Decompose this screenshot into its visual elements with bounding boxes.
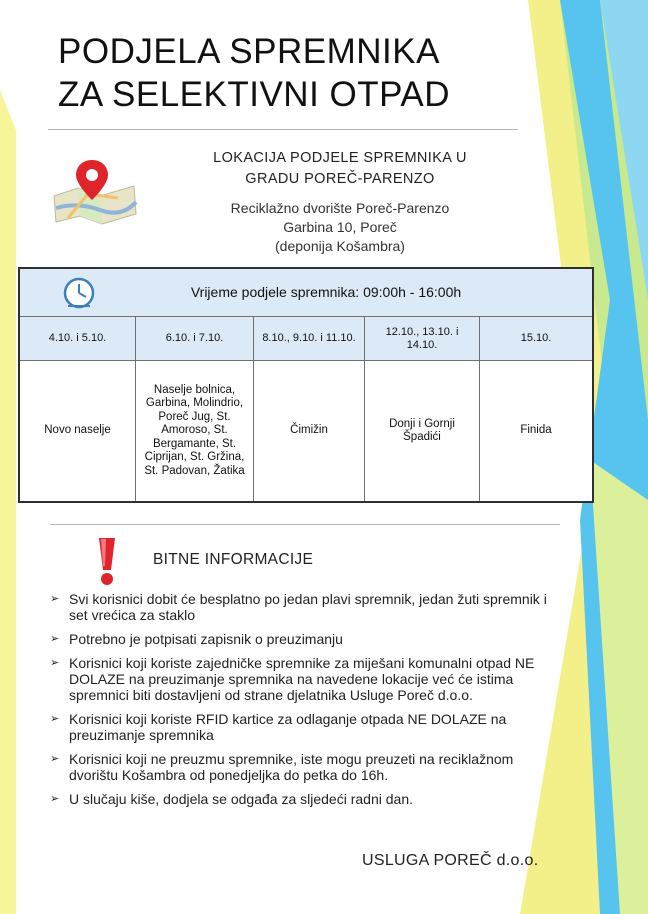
bullet-arrow-icon: ➢	[50, 753, 60, 765]
date-cell: 8.10., 9.10. i 11.10.	[254, 317, 365, 360]
divider-top	[48, 129, 518, 130]
address-line-1: Reciklažno dvorište Poreč-Parenzo	[230, 200, 450, 216]
list-item	[50, 711, 550, 743]
title-line-2: ZA SELEKTIVNI OTPAD	[58, 75, 451, 114]
place-cell: Donji i Gornji Špadići	[365, 361, 480, 501]
place-cell: Finida	[520, 424, 552, 437]
schedule-time-title: Vrijeme podjele spremnika: 09:00h - 16:00h	[190, 284, 462, 300]
bullet-arrow-icon: ➢	[50, 633, 60, 645]
place-cell: Naselje bolnica, Garbina, Molindrio, Poreč Jug, St. Amoroso, St. Bergamante, St. Ciprijan, St. Gržina, St. Padovan, Žatika	[136, 361, 254, 501]
schedule-dates-row	[20, 317, 592, 361]
list-item	[50, 791, 550, 807]
location-heading-line-2: GRADU POREČ-PARENZO	[245, 171, 435, 187]
list-item-text: Svi korisnici dobit će besplatno po jedan plavi spremnik, jedan žuti spremnik i set vrećica za staklo	[69, 591, 547, 623]
page-title	[58, 30, 528, 116]
place-cell: Čimižin	[254, 361, 365, 501]
schedule-header	[20, 269, 592, 317]
left-yellow-stripe	[0, 90, 16, 914]
title-line-1: PODJELA SPREMNIKA	[58, 32, 440, 71]
schedule-places-row	[20, 361, 592, 501]
location-address	[165, 199, 515, 256]
date-cell: 12.10., 13.10. i 14.10.	[365, 317, 480, 360]
list-item	[50, 751, 550, 783]
list-item	[50, 591, 550, 623]
list-item	[50, 631, 550, 647]
bullet-arrow-icon: ➢	[50, 657, 60, 669]
important-list	[50, 591, 550, 815]
list-item	[50, 655, 550, 703]
map-pin-icon	[48, 158, 140, 226]
location-heading	[165, 148, 515, 190]
schedule-table	[18, 267, 594, 503]
divider-middle	[50, 524, 560, 525]
date-cell: 4.10. i 5.10.	[20, 317, 136, 360]
place-cell: Novo naselje	[20, 361, 136, 501]
location-heading-line-1: LOKACIJA PODJELE SPREMNIKA U	[213, 150, 467, 166]
list-item-text: Korisnici koji koriste RFID kartice za odlaganje otpada NE DOLAZE na preuzimanje spremnika	[69, 711, 507, 743]
address-line-3: (deponija Košambra)	[275, 238, 405, 254]
list-item-text: Potrebno je potpisati zapisnik o preuzimanju	[69, 631, 343, 647]
date-cell: 6.10. i 7.10.	[136, 317, 254, 360]
bullet-arrow-icon: ➢	[50, 713, 60, 725]
bullet-arrow-icon: ➢	[50, 593, 60, 605]
list-item-text: U slučaju kiše, dodjela se odgađa za sljedeći radni dan.	[69, 791, 413, 807]
company-name: USLUGA POREČ d.o.o.	[362, 852, 539, 869]
exclamation-icon	[94, 536, 120, 586]
date-cell: 15.10.	[520, 332, 552, 344]
list-item-text: Korisnici koji ne preuzmu spremnike, iste mogu preuzeti na reciklažnom dvorištu Košambra od ponedjeljka do petka do 16h.	[69, 751, 514, 783]
important-heading: BITNE INFORMACIJE	[153, 551, 314, 568]
address-line-2: Garbina 10, Poreč	[283, 219, 397, 235]
list-item-text: Korisnici koji koriste zajedničke spremnike za miješani komunalni otpad NE DOLAZE na preuzimanje spremnika na navedene lokacije već će istima spremnici biti dostavljeni od strane djelatnika Usluge Poreč d.o.o.	[69, 655, 535, 703]
bullet-arrow-icon: ➢	[50, 793, 60, 805]
